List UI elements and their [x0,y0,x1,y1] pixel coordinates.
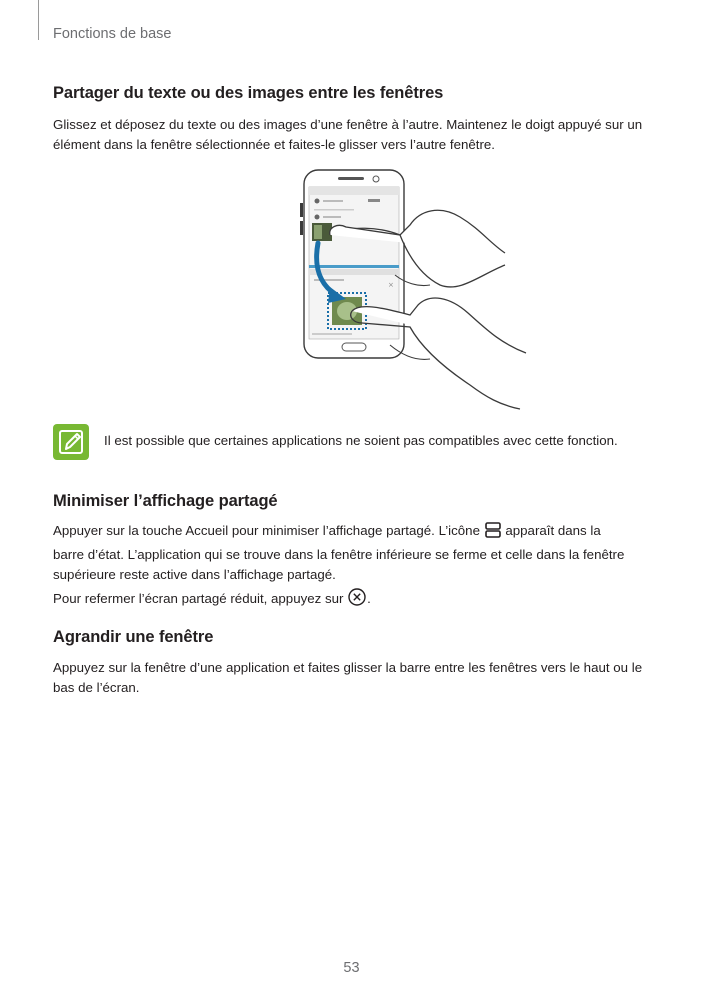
share-paragraph [53,115,653,155]
close-circle-icon [347,587,367,613]
header-rule [38,0,39,40]
split-screen-icon [484,521,502,545]
running-header: Fonctions de base [53,26,172,42]
enlarge-line-1: Appuyez sur la fenêtre d’une application et faites glisser la barre entre les fenêtres vers le haut ou le [53,660,643,675]
minimize-line-3: supérieure reste active dans l’affichage partagé. [53,567,336,582]
close-line-a: Pour refermer l’écran partagé réduit, appuyez sur [53,591,348,606]
note-text: Il est possible que certaines applications ne soient pas compatibles avec cette fonction. [104,433,618,448]
heading-share-content: Partager du texte ou des images entre les fenêtres [53,84,444,102]
split-screen-drag-illustration [290,165,540,410]
note-pencil-icon [53,424,89,460]
enlarge-line-2: bas de l’écran. [53,680,140,695]
minimize-paragraph [53,521,653,585]
heading-minimize: Minimiser l’affichage partagé [53,492,278,510]
minimize-line-1b: apparaît dans la [501,523,601,538]
minimize-line-2: barre d’état. L’application qui se trouve dans la fenêtre inférieure se ferme et celle dans la fenêtre [53,547,625,562]
page-number: 53 [343,960,360,976]
minimize-line-1a: Appuyer sur la touche Accueil pour minimiser l’affichage partagé. L’icône [53,523,484,538]
close-minimized-paragraph [53,587,653,613]
enlarge-paragraph [53,658,653,698]
share-line-2: élément dans la fenêtre sélectionnée et faites-le glisser vers l’autre fenêtre. [53,137,495,152]
heading-enlarge: Agrandir une fenêtre [53,628,214,646]
share-line-1: Glissez et déposez du texte ou des images d’une fenêtre à l’autre. Maintenez le doigt appuyé sur un [53,117,643,132]
close-line-b: . [367,591,371,606]
svg-text:×: × [388,281,394,289]
